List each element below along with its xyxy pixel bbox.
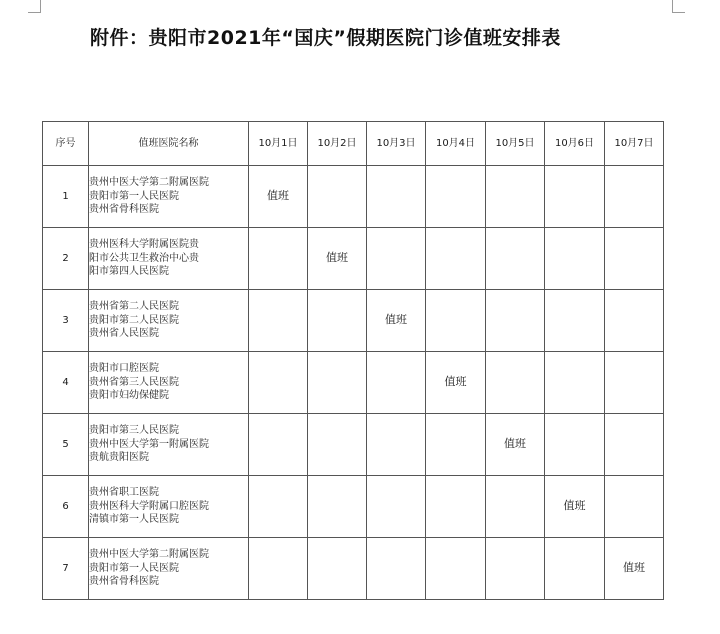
hospital-name: 贵州省第二人民医院 bbox=[89, 301, 179, 313]
hospital-names-cell bbox=[89, 476, 249, 538]
row-index: 6 bbox=[43, 476, 89, 538]
hospital-name: 贵州省骨科医院 bbox=[89, 204, 159, 216]
duty-mark: 值班 bbox=[623, 561, 645, 575]
header-date: 10月3日 bbox=[367, 122, 426, 166]
table-row bbox=[43, 228, 664, 290]
table-body bbox=[43, 166, 664, 600]
duty-cell bbox=[486, 352, 545, 414]
hospital-name: 阳市公共卫生救治中心贵 bbox=[89, 252, 199, 264]
duty-cell bbox=[426, 352, 486, 414]
duty-cell bbox=[367, 290, 426, 352]
duty-cell bbox=[367, 352, 426, 414]
table-row bbox=[43, 290, 664, 352]
duty-cell bbox=[367, 476, 426, 538]
hospital-name: 贵州医科大学附属医院贵 bbox=[89, 239, 199, 251]
duty-cell bbox=[308, 290, 367, 352]
row-index: 5 bbox=[43, 414, 89, 476]
duty-mark: 值班 bbox=[563, 499, 586, 513]
duty-cell bbox=[486, 228, 545, 290]
duty-cell bbox=[249, 352, 308, 414]
table-header-row bbox=[43, 122, 664, 166]
duty-cell bbox=[545, 476, 605, 538]
row-index: 4 bbox=[43, 352, 89, 414]
duty-cell bbox=[605, 352, 664, 414]
duty-schedule-table bbox=[42, 121, 664, 600]
hospital-name: 贵州中医大学第二附属医院 bbox=[89, 177, 209, 189]
duty-cell bbox=[249, 290, 308, 352]
hospital-name: 贵阳市口腔医院 bbox=[89, 363, 159, 375]
duty-cell bbox=[605, 166, 664, 228]
duty-cell bbox=[605, 228, 664, 290]
hospital-name: 贵州中医大学第二附属医院 bbox=[89, 549, 209, 561]
page-corner-mark-left bbox=[28, 0, 41, 13]
table-row bbox=[43, 476, 664, 538]
duty-cell bbox=[605, 538, 664, 600]
duty-cell bbox=[308, 166, 367, 228]
hospital-name: 贵阳市第一人民医院 bbox=[89, 190, 179, 202]
duty-mark: 值班 bbox=[504, 437, 526, 451]
document-title: 附件：贵阳市2021年“国庆”假期医院门诊值班安排表 bbox=[90, 27, 561, 49]
table-row bbox=[43, 414, 664, 476]
duty-cell bbox=[367, 166, 426, 228]
hospital-name: 贵州省职工医院 bbox=[89, 487, 159, 499]
hospital-name: 贵州医科大学附属口腔医院 bbox=[89, 500, 209, 512]
duty-cell bbox=[308, 476, 367, 538]
hospital-name: 贵州省人民医院 bbox=[89, 328, 159, 340]
duty-cell bbox=[545, 352, 605, 414]
duty-cell bbox=[545, 166, 605, 228]
hospital-name: 贵阳市第二人民医院 bbox=[89, 314, 179, 326]
duty-cell bbox=[486, 166, 545, 228]
duty-cell bbox=[308, 414, 367, 476]
hospital-names-cell bbox=[89, 166, 249, 228]
duty-mark: 值班 bbox=[267, 189, 289, 203]
duty-mark: 值班 bbox=[444, 375, 467, 389]
duty-cell bbox=[545, 538, 605, 600]
table-row bbox=[43, 538, 664, 600]
duty-cell bbox=[545, 228, 605, 290]
duty-cell bbox=[486, 290, 545, 352]
duty-cell bbox=[486, 476, 545, 538]
header-date: 10月4日 bbox=[426, 122, 486, 166]
duty-cell bbox=[308, 538, 367, 600]
duty-cell bbox=[249, 166, 308, 228]
hospital-name: 清镇市第一人民医院 bbox=[89, 514, 179, 526]
duty-cell bbox=[308, 228, 367, 290]
row-index: 2 bbox=[43, 228, 89, 290]
duty-cell bbox=[249, 538, 308, 600]
hospital-name: 贵阳市第三人民医院 bbox=[89, 425, 179, 437]
duty-cell bbox=[605, 476, 664, 538]
header-date: 10月7日 bbox=[605, 122, 664, 166]
duty-cell bbox=[367, 228, 426, 290]
hospital-names-cell bbox=[89, 290, 249, 352]
header-index: 序号 bbox=[43, 122, 89, 166]
hospital-name: 贵州省骨科医院 bbox=[89, 576, 159, 588]
header-date: 10月2日 bbox=[308, 122, 367, 166]
duty-cell bbox=[426, 414, 486, 476]
duty-cell bbox=[426, 290, 486, 352]
duty-cell bbox=[249, 476, 308, 538]
duty-mark: 值班 bbox=[326, 251, 348, 265]
duty-mark: 值班 bbox=[385, 313, 407, 327]
table-row bbox=[43, 352, 664, 414]
duty-cell bbox=[308, 352, 367, 414]
header-date: 10月6日 bbox=[545, 122, 605, 166]
duty-cell bbox=[367, 414, 426, 476]
hospital-names-cell bbox=[89, 414, 249, 476]
page-corner-mark-right bbox=[672, 0, 685, 13]
duty-cell bbox=[545, 290, 605, 352]
hospital-name: 贵州省第三人民医院 bbox=[89, 376, 179, 388]
hospital-names-cell bbox=[89, 228, 249, 290]
hospital-name: 贵阳市第一人民医院 bbox=[89, 562, 179, 574]
row-index: 1 bbox=[43, 166, 89, 228]
row-index: 7 bbox=[43, 538, 89, 600]
duty-cell bbox=[426, 476, 486, 538]
duty-cell bbox=[605, 414, 664, 476]
duty-cell bbox=[545, 414, 605, 476]
duty-cell bbox=[486, 414, 545, 476]
duty-cell bbox=[367, 538, 426, 600]
table-row bbox=[43, 166, 664, 228]
hospital-name: 贵阳市妇幼保健院 bbox=[89, 390, 169, 402]
header-date: 10月5日 bbox=[486, 122, 545, 166]
duty-cell bbox=[605, 290, 664, 352]
hospital-name: 阳市第四人民医院 bbox=[89, 266, 169, 278]
duty-cell bbox=[249, 228, 308, 290]
hospital-names-cell bbox=[89, 538, 249, 600]
header-date: 10月1日 bbox=[249, 122, 308, 166]
duty-cell bbox=[426, 166, 486, 228]
row-index: 3 bbox=[43, 290, 89, 352]
hospital-name: 贵州中医大学第一附属医院 bbox=[89, 438, 209, 450]
duty-cell bbox=[249, 414, 308, 476]
duty-cell bbox=[426, 538, 486, 600]
header-hospital-name: 值班医院名称 bbox=[89, 122, 249, 166]
duty-cell bbox=[486, 538, 545, 600]
hospital-name: 贵航贵阳医院 bbox=[89, 452, 149, 464]
duty-cell bbox=[426, 228, 486, 290]
hospital-names-cell bbox=[89, 352, 249, 414]
